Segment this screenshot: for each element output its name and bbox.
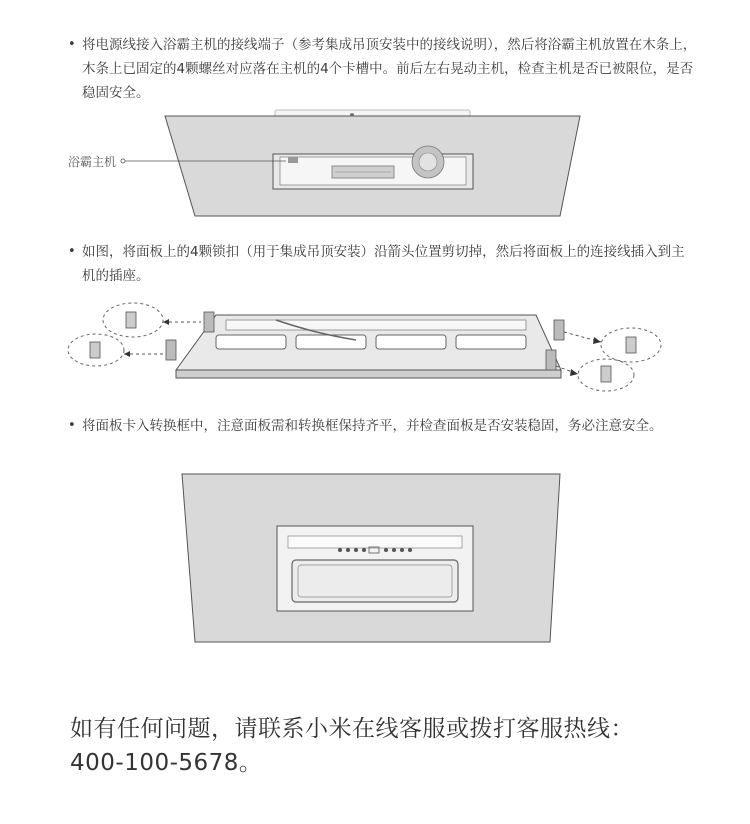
control-button-icon (346, 548, 350, 552)
control-button-icon (392, 548, 396, 552)
control-button-icon (400, 548, 404, 552)
step-3-text: 将面板卡入转换框中，注意面板需和转换框保持齐平，并检查面板是否安装稳固，务必注意安全。 (82, 418, 663, 434)
grille (292, 560, 458, 602)
step-1 (68, 33, 698, 105)
control-button-icon (362, 548, 366, 552)
clip-left-back (204, 312, 214, 332)
callout-label: 浴霸主机 (68, 155, 117, 169)
step-2 (68, 240, 698, 288)
control-button-icon (384, 548, 388, 552)
figure-panel-in-frame (180, 470, 570, 645)
arrow-icon (570, 369, 578, 376)
control-button-icon (354, 548, 358, 552)
contact-info (70, 712, 634, 780)
bullet-icon: • (68, 418, 76, 433)
arrow-icon (163, 319, 169, 325)
clip-left-front (166, 340, 176, 360)
arrow-icon (593, 337, 601, 344)
clip-right-front (546, 350, 556, 370)
step-1-text: 将电源线接入浴霸主机的接线端子（参考集成吊顶安装中的接线说明），然后将浴霸主机放置在木条上，木条上已固定的4颗螺丝对应落在主机的4个卡槽中。前后左右晃动主机，检查主机是否已被限位，是否稳固安全。 (82, 37, 697, 101)
arrow-icon (124, 351, 130, 357)
bullet-icon: • (68, 244, 76, 259)
control-button-icon (338, 548, 342, 552)
callout-dot-icon (121, 159, 125, 163)
contact-line: 如有任何问题，请联系小米在线客服或拨打客服热线： (70, 716, 634, 742)
bullet-icon: • (68, 37, 76, 52)
figure-panel-clips (66, 300, 676, 400)
hotline-number: 400-100-5678。 (70, 750, 263, 776)
figure-host-installation (60, 108, 600, 224)
host-connector (288, 157, 298, 163)
step-3 (68, 414, 698, 438)
step-2-text: 如图，将面板上的4颗锁扣（用于集成吊顶安装）沿箭头位置剪切掉，然后将面板上的连接线插入到主机的插座。 (82, 244, 685, 284)
control-button-icon (408, 548, 412, 552)
control-strip (288, 536, 462, 548)
clip-right-back (554, 320, 564, 340)
panel-front (176, 370, 561, 378)
